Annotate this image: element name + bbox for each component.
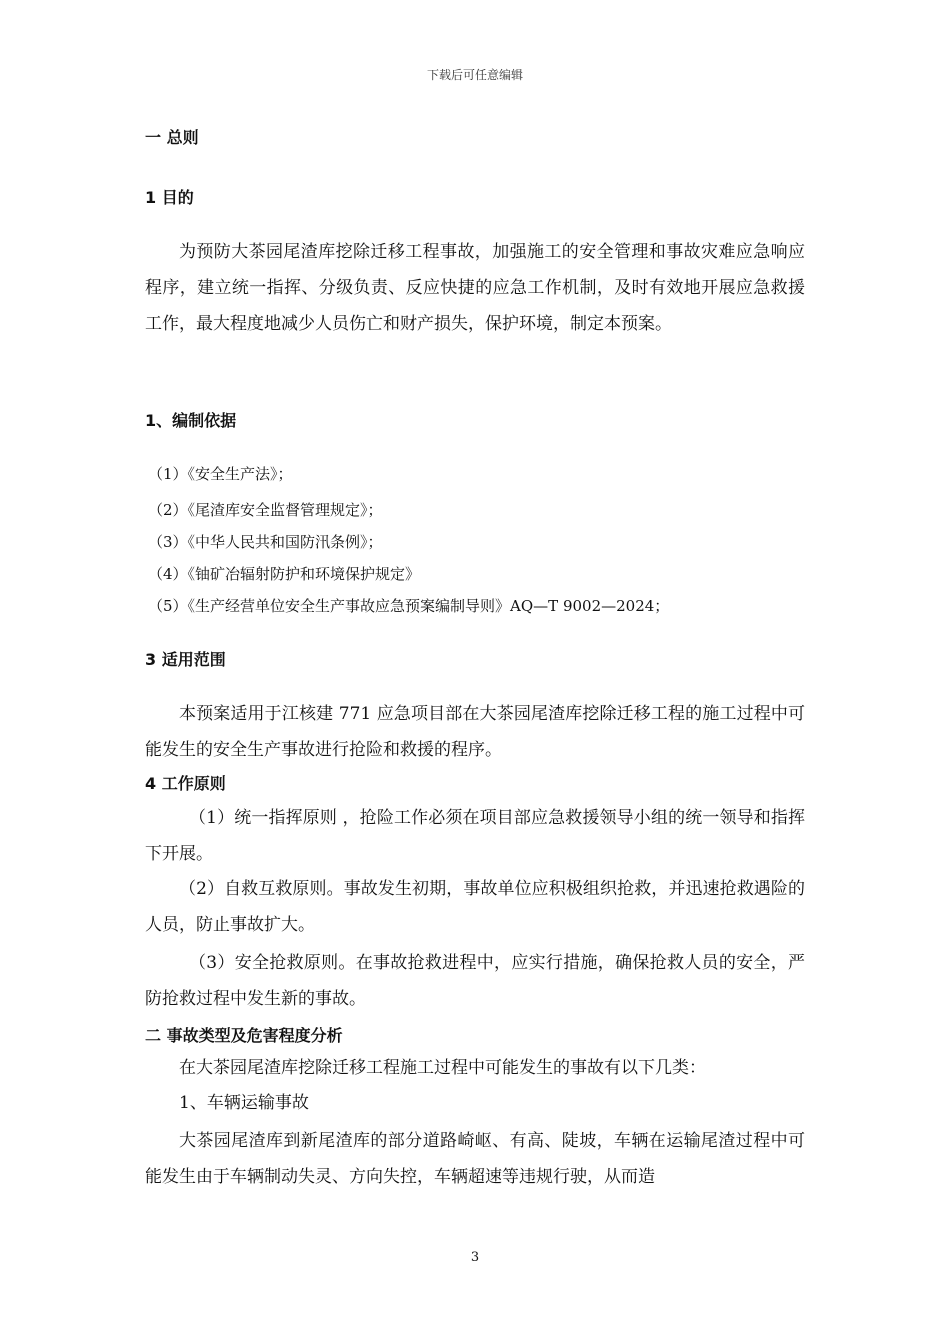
basis-item: （4）《铀矿冶辐射防护和环境保护规定》 (148, 565, 421, 583)
section-title-basis: 1、编制依据 (145, 411, 237, 430)
basis-item: （3）《中华人民共和国防汛条例》； (148, 533, 383, 551)
basis-item: （1）《安全生产法》； (148, 465, 293, 483)
page-number: 3 (470, 1250, 480, 1265)
accident-type-paragraph: 大茶园尾渣库到新尾渣库的部分道路崎岖、有高、陡坡，车辆在运输尾渣过程中可能发生由于车辆制动失灵、方向失控，车辆超速等违规行驶，从而造 (145, 1131, 805, 1187)
scope-paragraph: 本预案适用于江核建 771 应急项目部在大茶园尾渣库挖除迁移工程的施工过程中可能发生的安全生产事故进行抢险和救援的程序。 (145, 704, 805, 760)
principle-paragraph: （2）自救互救原则。事故发生初期，事故单位应积极组织抢救，并迅速抢救遇险的人员，防止事故扩大。 (145, 879, 805, 935)
section-title-principles: 4 工作原则 (145, 774, 226, 793)
section-title-purpose: 1 目的 (145, 188, 194, 207)
accident-types-intro: 在大茶园尾渣库挖除迁移工程施工过程中可能发生的事故有以下几类： (179, 1058, 706, 1078)
purpose-paragraph: 为预防大茶园尾渣库挖除迁移工程事故，加强施工的安全管理和事故灾难应急响应程序，建立统一指挥、分级负责、反应快捷的应急工作机制，及时有效地开展应急救援工作，最大程度地减少人员伤亡和财产损失，保护环境，制定本预案。 (145, 242, 805, 334)
principle-paragraph: （3）安全抢救原则。在事故抢救进程中，应实行措施，确保抢救人员的安全，严防抢救过程中发生新的事故。 (145, 953, 805, 1009)
accident-type-title: 1、车辆运输事故 (179, 1093, 309, 1113)
section-title-scope: 3 适用范围 (145, 650, 226, 669)
basis-item: （2）《尾渣库安全监督管理规定》； (148, 501, 383, 519)
principle-paragraph: （1）统一指挥原则 ，抢险工作必须在项目部应急救援领导小组的统一领导和指挥下开展。 (145, 808, 805, 864)
section-title-accident-types: 二 事故类型及危害程度分析 (145, 1026, 343, 1045)
page-header: 下载后可任意编辑 (426, 68, 523, 82)
section-title-general: 一 总则 (145, 128, 199, 147)
basis-item: （5）《生产经营单位安全生产事故应急预案编制导则》AQ—T 9002—2024； (148, 597, 670, 615)
